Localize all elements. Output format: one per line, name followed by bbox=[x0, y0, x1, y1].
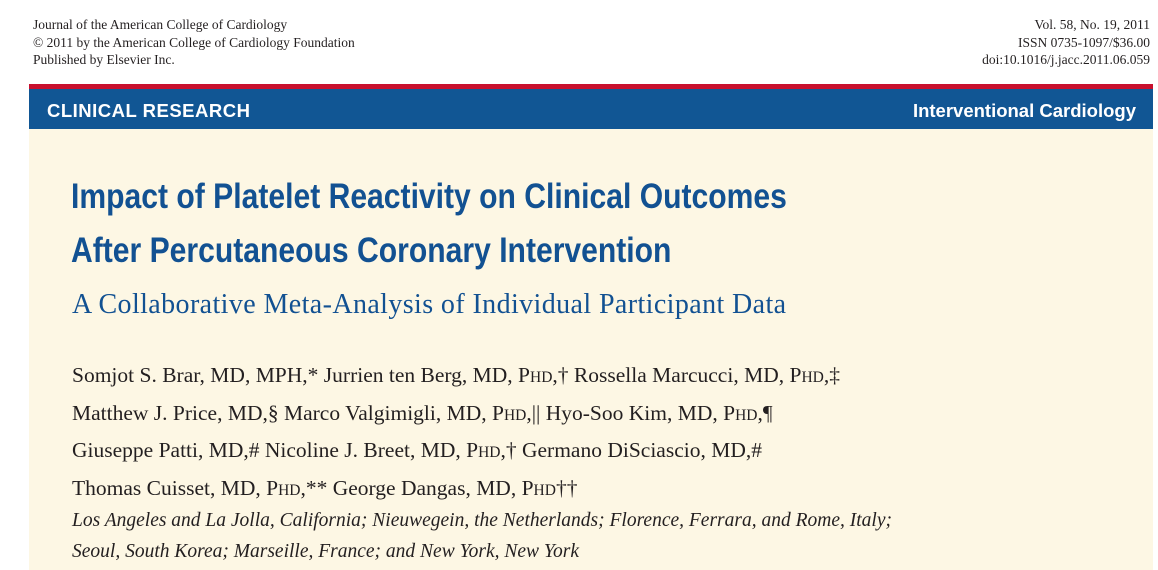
author-list bbox=[72, 358, 840, 508]
degree-small-caps: HD bbox=[530, 369, 553, 386]
volume-line: Vol. 58, No. 19, 2011 bbox=[1034, 17, 1150, 32]
article-subtitle: A Collaborative Meta-Analysis of Individual Participant Data bbox=[72, 289, 787, 320]
issn-line: ISSN 0735-1097/$36.00 bbox=[1017, 34, 1150, 50]
article-title bbox=[71, 170, 965, 278]
author-line bbox=[72, 433, 840, 471]
author-text: †† bbox=[555, 475, 578, 500]
author-text: Thomas Cuisset, MD, P bbox=[72, 475, 279, 500]
author-line bbox=[72, 471, 840, 509]
author-text: ,|| Hyo-Soo Kim, MD, P bbox=[526, 400, 736, 425]
publisher-line: Published by Elsevier Inc. bbox=[33, 52, 175, 67]
citation-info bbox=[982, 16, 1150, 69]
degree-small-caps: HD bbox=[801, 369, 824, 386]
section-label: CLINICAL RESEARCH bbox=[47, 100, 251, 121]
degree-small-caps: HD bbox=[735, 406, 758, 424]
author-text: Somjot S. Brar, MD, MPH,* Jurrien ten Berg, MD, P bbox=[72, 363, 531, 387]
journal-info bbox=[33, 16, 355, 69]
degree-small-caps: HD bbox=[533, 481, 556, 499]
journal-name: Journal of the American College of Cardiology bbox=[33, 17, 288, 32]
author-text: ,‡ bbox=[823, 363, 840, 387]
author-text: Matthew J. Price, MD,§ Marco Valgimigli, MD, P bbox=[72, 400, 504, 425]
author-text: ,† Rossella Marcucci, MD, P bbox=[552, 363, 802, 387]
locations-line: Los Angeles and La Jolla, California; Nieuwegein, the Netherlands; Florence, Ferrara, and Rome, Italy; bbox=[72, 510, 892, 531]
doi-line: doi:10.1016/j.jacc.2011.06.059 bbox=[982, 52, 1150, 67]
section-band bbox=[29, 89, 1153, 129]
locations-line: Seoul, South Korea; Marseille, France; and New York, New York bbox=[72, 541, 579, 562]
author-text: Giuseppe Patti, MD,# Nicoline J. Breet, MD, P bbox=[72, 438, 479, 462]
author-text: ,** George Dangas, MD, P bbox=[300, 475, 534, 500]
author-text: ,¶ bbox=[757, 400, 773, 425]
author-locations bbox=[72, 505, 892, 567]
degree-small-caps: HD bbox=[478, 444, 501, 461]
author-line bbox=[72, 358, 840, 396]
author-text: ,† Germano DiSciascio, MD,# bbox=[500, 438, 763, 462]
degree-small-caps: HD bbox=[503, 406, 527, 424]
title-line: After Percutaneous Coronary Intervention bbox=[71, 231, 672, 270]
copyright-line: © 2011 by the American College of Cardiology Foundation bbox=[33, 34, 355, 50]
topic-label: Interventional Cardiology bbox=[912, 100, 1136, 121]
degree-small-caps: HD bbox=[278, 481, 301, 499]
title-line: Impact of Platelet Reactivity on Clinical Outcomes bbox=[71, 177, 787, 216]
author-line bbox=[72, 396, 840, 434]
